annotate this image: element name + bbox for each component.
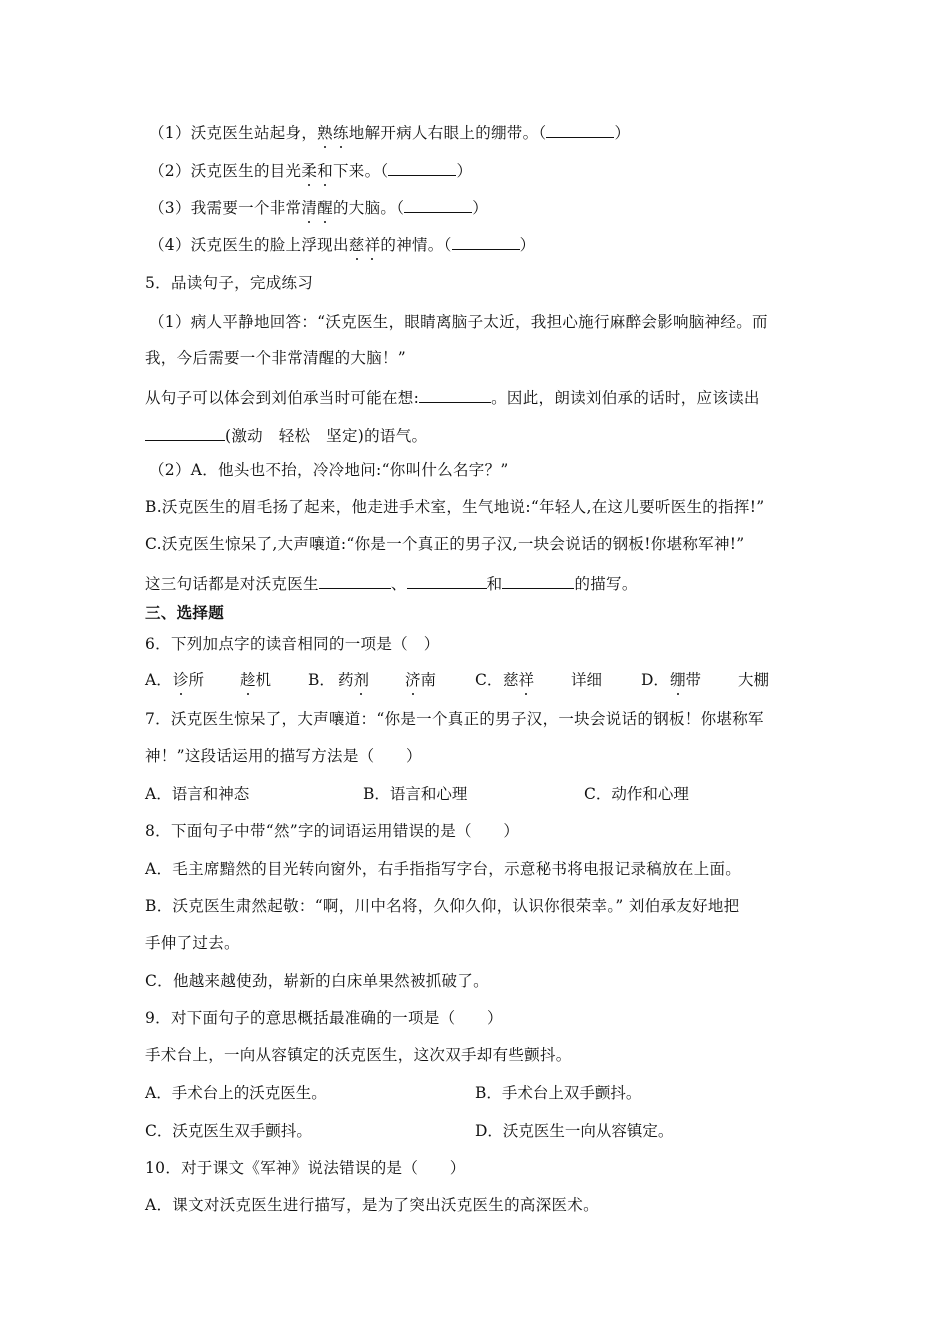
q6-option-a-word-1: 诊所 [173, 671, 205, 689]
q9-stem: 9．对下面句子的意思概括最准确的一项是（ ） [145, 1009, 503, 1027]
q8-option-b-line-2[interactable]: 手伸了过去。 [145, 934, 240, 952]
q6-option-b-word-1: 药剂 [338, 671, 370, 689]
section-heading: 三、选择题 [145, 603, 225, 622]
q8-option-c[interactable]: C．他越来越使劲，崭新的白床单果然被抓破了。 [145, 972, 489, 990]
q7-stem-line-2: 神！”这段话运用的描写方法是（ ） [145, 747, 422, 765]
q4-item-1: （1）沃克医生站起身，熟练地解开病人右眼上的绷带。（ ） [149, 121, 630, 143]
dotted-char: 慈 [348, 236, 365, 254]
dotted-char: 清 [301, 199, 318, 217]
dotted-char: 绷 [670, 671, 686, 689]
q9-option-b[interactable]: B．手术台上双手颤抖。 [475, 1084, 642, 1102]
answer-blank[interactable] [319, 572, 391, 589]
answer-blank[interactable] [452, 233, 520, 250]
q10-stem: 10．对于课文《军神》说法错误的是（ ） [145, 1159, 466, 1177]
dotted-char: 祥 [518, 671, 535, 689]
q9-option-a[interactable]: A．手术台上的沃克医生。 [145, 1084, 327, 1102]
q5-sentence-2b: B.沃克医生的眉毛扬了起来，他走进手术室，生气地说:“年轻人,在这儿要听医生的指挥!” [145, 498, 765, 516]
dotted-char: 济 [405, 671, 421, 689]
q6-option-a-label[interactable]: A． [145, 671, 172, 689]
q6-option-b-word-2: 济南 [405, 671, 437, 689]
dotted-char: 练 [332, 124, 349, 142]
answer-blank[interactable] [388, 159, 456, 176]
dotted-char: 祥 [364, 236, 381, 254]
dotted-char: 诊 [173, 671, 189, 689]
q7-option-b[interactable]: B．语言和心理 [363, 785, 468, 803]
dotted-char: 熟 [317, 124, 333, 142]
q6-option-c-label[interactable]: C． [475, 671, 503, 689]
q4-item-3: （3）我需要一个非常清醒的大脑。（ ） [149, 196, 488, 218]
dotted-char: 剂 [353, 671, 370, 689]
q5-question-1: 从句子可以体会到刘伯承当时可能在想: 。因此，朗读刘伯承的话时，应该读出 [145, 386, 760, 408]
q8-stem: 8．下面句子中带“然”字的词语运用错误的是（ ） [145, 822, 520, 840]
q5-sentence-1-line-2: 我，今后需要一个非常清醒的大脑！” [145, 349, 407, 367]
q4-item-2: （2）沃克医生的目光柔和下来。（ ） [149, 159, 472, 181]
q7-option-a[interactable]: A．语言和神态 [145, 785, 250, 803]
dotted-char: 趁 [240, 671, 256, 689]
q5-sentence-2a: （2）A．他头也不抬，冷冷地问:“你叫什么名字？” [149, 461, 509, 479]
q5-sentence-1-line-1: （1）病人平静地回答：“沃克医生，眼睛离脑子太近，我担心施行麻醉会影响脑神经。而 [149, 313, 768, 331]
dotted-char: 柔 [301, 162, 318, 180]
q6-stem: 6．下列加点字的读音相同的一项是（ ） [145, 635, 440, 653]
answer-blank[interactable] [145, 424, 225, 441]
q9-option-c[interactable]: C．沃克医生双手颤抖。 [145, 1122, 312, 1140]
answer-blank[interactable] [407, 572, 487, 589]
q8-option-b-line-1[interactable]: B．沃克医生肃然起敬：“啊，川中名将，久仰久仰，认识你很荣幸。” 刘伯承友好地把 [145, 897, 740, 915]
answer-blank[interactable] [419, 386, 491, 403]
dotted-char: 和 [317, 162, 333, 180]
answer-blank[interactable] [404, 196, 472, 213]
dotted-char: 醒 [317, 199, 333, 217]
answer-blank[interactable] [502, 572, 574, 589]
q4-item-4: （4）沃克医生的脸上浮现出慈祥的神情。（ ） [149, 233, 535, 255]
q6-option-d-word-2: 大棚 [738, 671, 770, 689]
q5-title: 5．品读句子，完成练习 [145, 274, 314, 292]
q7-stem-line-1: 7．沃克医生惊呆了，大声嚷道：“你是一个真正的男子汉，一块会说话的钢板！你堪称军 [145, 710, 764, 728]
q7-option-c[interactable]: C．动作和心理 [584, 785, 689, 803]
q6-option-d-word-1: 绷带 [670, 671, 702, 689]
answer-blank[interactable] [546, 121, 614, 138]
q9-sentence: 手术台上，一向从容镇定的沃克医生，这次双手却有些颤抖。 [145, 1046, 572, 1064]
q6-option-d-label[interactable]: D． [641, 671, 669, 689]
q9-option-d[interactable]: D．沃克医生一向从容镇定。 [475, 1122, 674, 1140]
q6-option-b-label[interactable]: B． [308, 671, 335, 689]
q6-option-a-word-2: 趁机 [240, 671, 272, 689]
q6-option-c-word-2: 详细 [571, 671, 603, 689]
q5-question-2: 这三句话都是对沃克医生 、 和 的描写。 [145, 572, 638, 594]
q5-question-1-line-2: (激动 轻松 坚定)的语气。 [145, 424, 427, 446]
q5-sentence-2c: C.沃克医生惊呆了,大声嚷道:“你是一个真正的男子汉,一块会说话的钢板!你堪称军神!” [145, 535, 745, 553]
q10-option-a[interactable]: A．课文对沃克医生进行描写，是为了突出沃克医生的高深医术。 [145, 1196, 599, 1214]
q6-option-c-word-1: 慈祥 [503, 671, 535, 689]
q8-option-a[interactable]: A．毛主席黯然的目光转向窗外，右手指指写字台，示意秘书将电报记录稿放在上面。 [145, 860, 742, 878]
